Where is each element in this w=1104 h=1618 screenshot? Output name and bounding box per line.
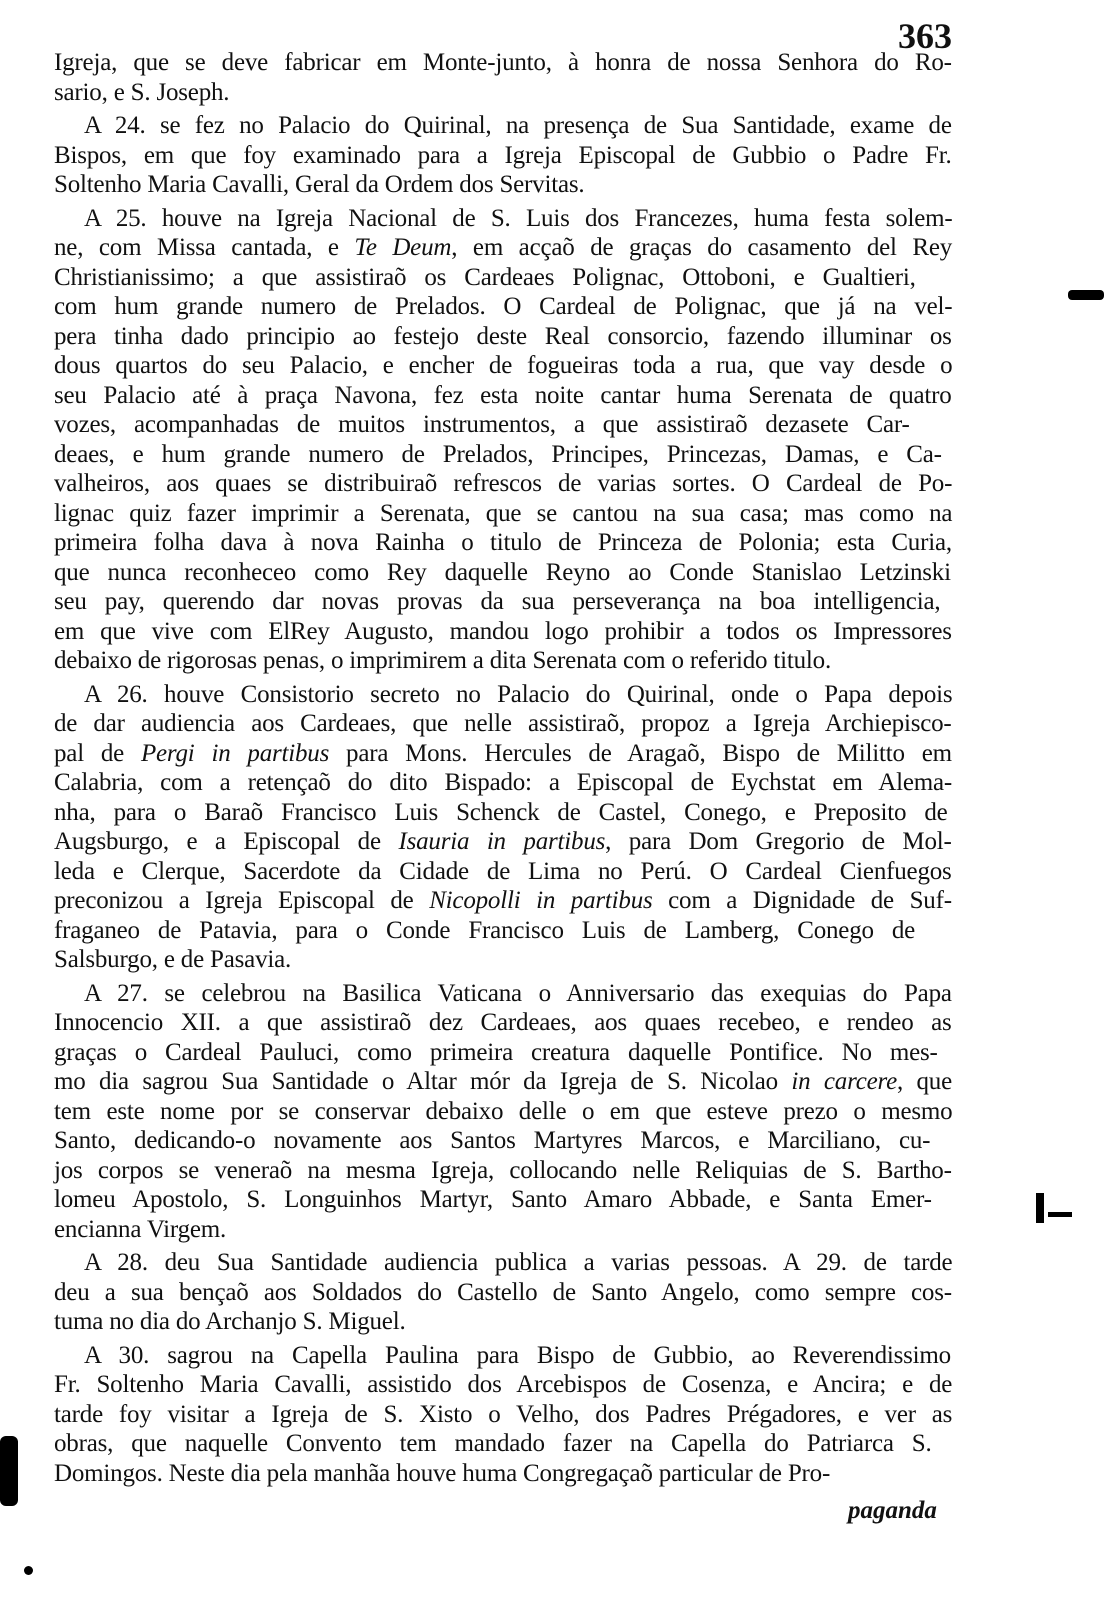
text-line: de dar audiencia aos Cardeaes, que nelle assistiraõ, propoz a Igreja Archiepisco- [54, 710, 952, 737]
ink-blot-mark [1036, 1193, 1044, 1223]
text-line: A 27. se celebrou na Basilica Vaticana o Anniversario das exequias do Papa [84, 979, 952, 1007]
catchword: paganda [848, 1497, 937, 1524]
paragraph [54, 111, 952, 200]
paragraph [54, 680, 952, 975]
text-line: deu a sua bençaõ aos Soldados do Castello de Santo Angelo, como sempre cos- [54, 1278, 952, 1306]
text-line: seu pay, querendo dar novas provas da sua perseverança na boa intelligencia, [54, 588, 941, 615]
paragraph [54, 204, 952, 676]
text-line: Igreja, que se deve fabricar em Monte-junto, à honra de nossa Senhora do Ro- [54, 49, 952, 76]
text-line: deaes, e hum grande numero de Prelados, Principes, Princezas, Damas, e Ca- [54, 440, 942, 468]
text-line: dous quartos do seu Palacio, e encher de fogueiras toda a rua, que vay desde o [54, 352, 953, 379]
text-line: Domingos. Neste dia pela manhãa houve huma Congregaçaõ particular de Pro- [54, 1459, 831, 1487]
text-line: que nunca reconheceo como Rey daquelle Reyno ao Conde Stanislao Letzinski [54, 558, 951, 586]
text-line: leda e Clerque, Sacerdote da Cidade de Lima no Perú. O Cardeal Cienfuegos [54, 857, 952, 885]
text-line: Augsburgo, e a Episcopal de Isauria in partibus, para Dom Gregorio de Mol- [54, 828, 952, 855]
text-line: Santo, dedicando-o novamente aos Santos Martyres Marcos, e Marciliano, cu- [54, 1127, 931, 1154]
text-line: primeira folha dava à nova Rainha o titulo de Princeza de Polonia; esta Curia, [54, 529, 952, 556]
text-line: jos corpos se veneraõ na mesma Igreja, collocando nelle Reliquias de S. Bartho- [54, 1156, 952, 1184]
text-line: preconizou a Igreja Episcopal de Nicopolli in partibus com a Dignidade de Suf- [54, 887, 952, 914]
text-line: tarde foy visitar a Igreja de S. Xisto o Velho, dos Padres Prégadores, e ver as [54, 1400, 953, 1428]
text-line: pal de Pergi in partibus para Mons. Hercules de Aragaõ, Bispo de Militto em [54, 739, 952, 767]
text-line: obras, que naquelle Convento tem mandado fazer na Capella do Patriarca S. [54, 1430, 932, 1457]
text-line: valheiros, aos quaes se distribuiraõ refrescos de varias sortes. O Cardeal de Po- [54, 470, 953, 497]
text-line: encianna Virgem. [54, 1215, 227, 1243]
text-line: debaixo de rigorosas penas, o imprimirem a dita Serenata com o referido titulo. [54, 647, 832, 674]
ink-blot-mark [0, 1436, 18, 1506]
text-line: Bispos, em que foy examinado para a Igreja Episcopal de Gubbio o Padre Fr. [54, 141, 952, 169]
text-line: Innocencio XII. a que assistiraõ dez Cardeaes, aos quaes recebeo, e rendeo as [54, 1009, 952, 1036]
text-line: mo dia sagrou Sua Santidade o Altar mór da Igreja de S. Nicolao in carcere, que [54, 1068, 952, 1095]
text-line: seu Palacio até à praça Navona, fez esta noite cantar huma Serenata de quatro [54, 381, 952, 409]
paragraph [54, 1341, 952, 1489]
paragraph [54, 1248, 952, 1337]
text-line: A 26. houve Consistorio secreto no Palacio do Quirinal, onde o Papa depois [84, 680, 953, 708]
ink-blot-mark [1048, 1212, 1072, 1217]
text-line: Salsburgo, e de Pasavia. [54, 946, 292, 973]
paragraph [54, 979, 952, 1245]
text-line: A 25. houve na Igreja Nacional de S. Luis dos Francezes, huma festa solem- [84, 204, 953, 232]
page-number: 363 [898, 16, 952, 56]
text-line: A 24. se fez no Palacio do Quirinal, na presença de Sua Santidade, exame de [84, 112, 952, 139]
body-text [54, 48, 952, 1488]
text-line: tuma no dia do Archanjo S. Miguel. [54, 1308, 406, 1335]
text-line: A 30. sagrou na Capella Paulina para Bispo de Gubbio, ao Reverendissimo [84, 1341, 951, 1369]
text-line: vozes, acompanhadas de muitos instrumentos, a que assistiraõ dezasete Car- [54, 411, 910, 438]
ink-blot-mark [1068, 290, 1104, 300]
text-line: Christianissimo; a que assistiraõ os Cardeaes Polignac, Ottoboni, e Gualtieri, [54, 263, 916, 291]
text-line: A 28. deu Sua Santidade audiencia publica a varias pessoas. A 29. de tarde [84, 1249, 953, 1276]
text-line: pera tinha dado principio ao festejo deste Real consorcio, fazendo illuminar os [54, 322, 952, 350]
text-line: fraganeo de Patavia, para o Conde Francisco Luis de Lamberg, Conego de [54, 916, 916, 944]
text-line: Fr. Soltenho Maria Cavalli, assistido dos Arcebispos de Cosenza, e Ancira; e de [54, 1371, 953, 1398]
text-line: lignac quiz fazer imprimir a Serenata, que se cantou na sua casa; mas como na [54, 499, 953, 527]
text-line: sario, e S. Joseph. [54, 78, 230, 106]
paragraph [54, 48, 952, 107]
text-line: em que vive com ElRey Augusto, mandou logo prohibir a todos os Impressores [54, 617, 952, 645]
text-line: Soltenho Maria Cavalli, Geral da Ordem dos Servitas. [54, 171, 585, 198]
text-line: lomeu Apostolo, S. Longuinhos Martyr, Santo Amaro Abbade, e Santa Emer- [54, 1186, 932, 1213]
text-line: com hum grande numero de Prelados. O Cardeal de Polignac, que já na vel- [54, 293, 953, 320]
text-line: nha, para o Baraõ Francisco Luis Schenck de Castel, Conego, e Preposito de [54, 798, 948, 826]
text-line: ne, com Missa cantada, e Te Deum, em acçaõ de graças do casamento del Rey [54, 234, 953, 261]
text-line: tem este nome por se conservar debaixo delle o em que esteve prezo o mesmo [54, 1097, 953, 1125]
text-line: graças o Cardeal Pauluci, como primeira creatura daquelle Pontifice. No mes- [54, 1038, 938, 1066]
text-line: Calabria, com a retençaõ do dito Bispado: a Episcopal de Eychstat em Alema- [54, 769, 952, 796]
ink-dot-mark [24, 1566, 33, 1575]
